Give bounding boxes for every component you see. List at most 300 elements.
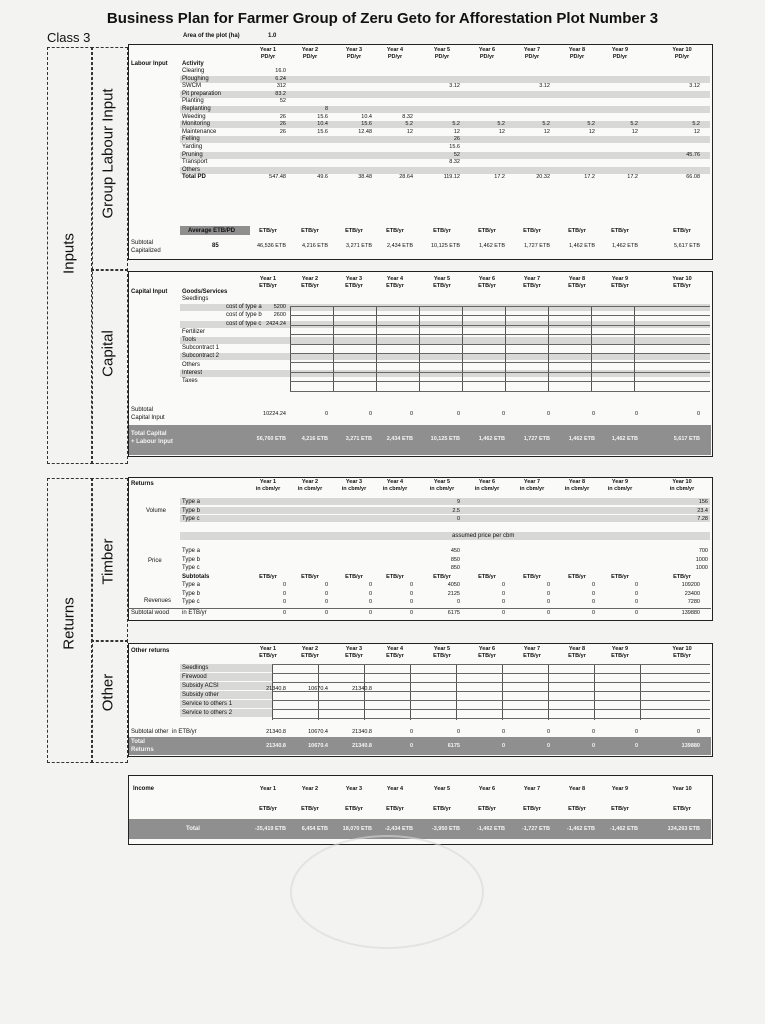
type-label: Type c (182, 599, 200, 605)
document-title: Business Plan for Farmer Group of Zeru Geto for Afforestation Plot Number 3 (106, 10, 659, 27)
cell-value: 1,462 ETB (478, 436, 505, 442)
capital-input-label: Capital Input (131, 415, 165, 421)
cell-value: 139880 (681, 743, 700, 749)
unit-header: PD/yr (387, 54, 403, 60)
cell-value: 0 (282, 582, 286, 588)
cell-value: 0 (501, 729, 505, 735)
grid-line (128, 608, 711, 609)
year-header: Year 10 (672, 276, 692, 282)
unit-header: ETB/yr (611, 228, 629, 234)
cell-value: 0 (546, 743, 550, 749)
grid-line (290, 325, 710, 326)
total-capital-label: Total Capital (131, 431, 167, 437)
unit-header: ETB/yr (345, 806, 363, 812)
year-header: Year 7 (523, 479, 541, 485)
labour-activity: Pit preparation (182, 90, 222, 97)
year-header: Year 4 (386, 479, 404, 485)
cell-value: 2,434 ETB (386, 436, 413, 442)
capital-item: Interest (182, 369, 203, 376)
year-header: Year 6 (478, 47, 496, 53)
year-header: Year 9 (611, 786, 629, 792)
unit-header: ETB/yr (345, 653, 363, 659)
unit-header: ETB/yr (568, 806, 586, 812)
cell-value: 109200 (681, 582, 700, 588)
grid-line (376, 306, 377, 391)
capital-section-label: Capital Input (131, 289, 168, 295)
year-header: Year 4 (386, 646, 404, 652)
labour-activity: Pruning (182, 151, 203, 158)
unit-header: ETB/yr (611, 653, 629, 659)
year-header: Year 2 (301, 47, 319, 53)
returns-label: Returns (131, 481, 154, 487)
unit-header: ETB/yr (433, 228, 451, 234)
subtotals-label: Subtotals (182, 574, 210, 580)
other-returns-label: Other returns (131, 648, 170, 654)
cell-value: 0 (634, 411, 638, 417)
year-header: Year 5 (433, 786, 451, 792)
cell-value: 0 (501, 743, 505, 749)
cell-value: 1,727 ETB (524, 243, 550, 249)
labour-value: 10.4 (361, 113, 372, 120)
grid-line (272, 673, 710, 674)
unit-header: in cbm/yr (382, 486, 408, 492)
labour-value: 547.48 (269, 174, 286, 181)
grid-line (333, 306, 334, 391)
capitalized-label: Capitalized (131, 248, 161, 254)
cell-value: 6,454 ETB (301, 826, 328, 832)
year-header: Year 1 (259, 276, 277, 282)
unit-header: ETB/yr (301, 228, 319, 234)
capital-value: 5200 (273, 304, 286, 311)
total-returns-label: Total (131, 739, 145, 745)
labour-value: 312 (276, 83, 286, 90)
price-y10: 1000 (695, 556, 708, 563)
grid-line (272, 682, 710, 683)
unit-header: ETB/yr (301, 283, 319, 289)
unit-header: ETB/yr (568, 228, 586, 234)
labour-value: 83.2 (275, 90, 286, 97)
year-header: Year 8 (568, 646, 586, 652)
revenues-label: Revenues (144, 598, 172, 604)
type-label: Type b (182, 507, 201, 514)
price-y10: 1000 (695, 565, 708, 571)
volume-y10: 23.4 (697, 507, 708, 514)
year-header: Year 7 (523, 646, 541, 652)
year-header: Year 5 (433, 479, 451, 485)
cell-value: 0 (368, 411, 372, 417)
unit-header: PD/yr (612, 54, 628, 60)
unit-header: ETB/yr (259, 283, 277, 289)
cell-value: 1,462 ETB (569, 243, 595, 249)
year-header: Year 1 (259, 786, 277, 792)
unit-header: ETB/yr (568, 574, 586, 580)
grid-line (272, 709, 710, 710)
cell-value: 21340.8 (266, 743, 286, 749)
unit-header: ETB/yr (386, 283, 404, 289)
group-labour-label: Group Labour Input (99, 88, 117, 219)
unit-header: ETB/yr (433, 806, 451, 812)
volume-y5: 2.5 (452, 507, 460, 514)
income-label: Income (133, 786, 155, 792)
capital-item: Subcontract 1 (182, 345, 220, 352)
labour-value: 12.48 (358, 128, 372, 135)
year-header: Year 7 (523, 47, 541, 53)
cell-value: 0 (546, 590, 550, 597)
grid-line (290, 306, 291, 391)
capital-item: Seedlings (182, 296, 209, 302)
year-header: Year 2 (301, 786, 319, 792)
cell-value: 0 (591, 743, 595, 749)
cell-value: 5,617 ETB (673, 436, 700, 442)
year-header: Year 3 (345, 479, 363, 485)
labour-value: 5.2 (587, 121, 595, 128)
unit-header: ETB/yr (478, 806, 496, 812)
price-y5: 450 (450, 548, 460, 554)
unit-header: PD/yr (479, 54, 495, 60)
goods-header: Goods/Services (182, 289, 228, 295)
cell-value: 0 (324, 590, 328, 597)
unit-header: ETB/yr (673, 806, 691, 812)
subtotal-label: Subtotal (131, 240, 154, 246)
labour-value: 52 (279, 98, 286, 105)
cell-value: 18,070 ETB (342, 826, 372, 832)
cell-value: 0 (546, 729, 550, 735)
cell-value: 0 (546, 599, 550, 605)
year-header: Year 4 (386, 47, 404, 53)
year-header: Year 2 (301, 276, 319, 282)
cell-value: -3,950 ETB (431, 826, 460, 832)
labour-value: 8.32 (402, 113, 413, 120)
year-header: Year 3 (345, 646, 363, 652)
area-value: 1.0 (268, 33, 277, 39)
cell-value: -1,462 ETB (476, 826, 505, 832)
cell-value: 0 (591, 590, 595, 597)
cell-value: 10670.4 (308, 729, 328, 735)
unit-header: ETB/yr (611, 574, 629, 580)
subtotal-other-label: Subtotal other (131, 729, 169, 735)
cell-value: 0 (456, 411, 460, 417)
cell-value: 0 (634, 582, 638, 588)
capital-item: Fertilizer (182, 328, 206, 335)
labour-value: 66.08 (686, 174, 700, 181)
unit-header: PD/yr (346, 54, 362, 60)
grid-line (290, 372, 710, 373)
year-header: Year 8 (568, 276, 586, 282)
unit-header: ETB/yr (673, 228, 691, 234)
cell-value: 2125 (447, 590, 460, 597)
unit-header: ETB/yr (345, 574, 363, 580)
price-y10: 700 (698, 548, 708, 554)
labour-value: 6.24 (275, 75, 286, 82)
unit-header: in cbm/yr (297, 486, 323, 492)
grid-line (462, 306, 463, 391)
labour-activity: SWCM (182, 83, 201, 90)
unit-header: ETB/yr (259, 574, 277, 580)
labour-activity: Transport (182, 159, 208, 166)
grid-line (548, 306, 549, 391)
labour-value: 5.2 (497, 121, 505, 128)
cell-value: -1,462 ETB (609, 826, 638, 832)
labour-activity: Felling (182, 136, 200, 143)
cell-value: 10,125 ETB (430, 436, 460, 442)
year-header: Year 8 (568, 47, 586, 53)
cell-value: -35,419 ETB (254, 826, 286, 832)
total-returns-label2: Returns (131, 747, 154, 753)
volume-y10: 7.28 (697, 516, 708, 522)
assumed-price-label: assumed price per cbm (452, 533, 515, 539)
unit-header: ETB/yr (523, 283, 541, 289)
labour-value: 12 (543, 128, 550, 135)
cell-value: 139880 (681, 610, 700, 616)
cell-value: 10224.24 (263, 411, 286, 417)
cell-value: 0 (324, 599, 328, 605)
unit-header: in cbm/yr (519, 486, 545, 492)
cell-value: 4,216 ETB (301, 436, 328, 442)
returns-label: Returns (60, 597, 78, 650)
cell-value: 0 (368, 610, 372, 616)
cell-value: 3,271 ETB (346, 243, 372, 249)
year-header: Year 1 (259, 47, 277, 53)
cell-value: 0 (501, 590, 505, 597)
unit-header: in cbm/yr (255, 486, 281, 492)
cell-value: 4,216 ETB (302, 243, 328, 249)
cell-value: 5,617 ETB (674, 243, 700, 249)
other-item: Subsidy other (182, 692, 219, 698)
other-item: Firewood (182, 674, 207, 680)
year-header: Year 10 (672, 646, 692, 652)
labour-activity: Others (182, 166, 201, 173)
year-header: Year 3 (345, 276, 363, 282)
timber-label: Timber (99, 538, 117, 585)
labour-value: 26 (279, 121, 286, 128)
unit-header: ETB/yr (259, 806, 277, 812)
grid-line (272, 664, 710, 665)
grid-line (290, 353, 710, 354)
cell-value: 1,462 ETB (612, 243, 638, 249)
capital-item: cost of type c (226, 320, 262, 327)
cell-value: 0 (634, 599, 638, 605)
unit-header: PD/yr (260, 54, 276, 60)
volume-y5: 9 (456, 499, 460, 505)
labour-value: 45.76 (686, 151, 700, 158)
cell-value: 0 (591, 610, 595, 616)
cell-value: 0 (501, 610, 505, 616)
other-label: Other (99, 673, 117, 712)
year-header: Year 5 (433, 276, 451, 282)
year-header: Year 1 (259, 479, 277, 485)
type-label: Type c (182, 516, 200, 522)
cell-value: 0 (501, 411, 505, 417)
volume-y10: 156 (698, 499, 708, 505)
labour-value: 12 (693, 128, 700, 135)
grid-line (505, 306, 506, 391)
capital-item: Tools (182, 337, 197, 343)
grid-line (419, 306, 420, 391)
cell-value: 21340.8 (352, 686, 372, 692)
cell-value: -1,727 ETB (521, 826, 550, 832)
labour-value: 8 (324, 106, 328, 112)
unit-header: ETB/yr (673, 574, 691, 580)
labour-value: 5.2 (405, 121, 413, 128)
labour-value: 15.6 (361, 121, 372, 128)
cell-value: 46,536 ETB (256, 243, 286, 249)
unit-header: ETB/yr (523, 228, 541, 234)
year-header: Year 6 (478, 479, 496, 485)
unit-header: ETB/yr (478, 228, 496, 234)
other-item: Service to others 2 (182, 710, 233, 716)
labour-value: 17.2 (627, 174, 638, 181)
cell-value: 1,727 ETB (523, 436, 550, 442)
capital-item: Others (182, 361, 201, 368)
unit-header: ETB/yr (259, 228, 277, 234)
year-header: Year 3 (345, 786, 363, 792)
unit-header: in cbm/yr (429, 486, 455, 492)
other-item: Service to others 1 (182, 701, 233, 707)
labour-value: 16.0 (275, 68, 286, 74)
shaded-row (180, 353, 710, 360)
cell-value: 21340.8 (266, 686, 286, 692)
grid-line (272, 700, 710, 701)
labour-value: 38.48 (358, 174, 372, 181)
labour-activity: Yarding (182, 144, 203, 150)
income-total-label: Total (186, 826, 200, 832)
unit-header: ETB/yr (386, 574, 404, 580)
labour-value: 12 (498, 128, 505, 135)
capital-item: cost of type b (226, 312, 262, 319)
unit-header: ETB/yr (433, 653, 451, 659)
year-header: Year 7 (523, 786, 541, 792)
subtotal-wood-label: Subtotal wood (131, 610, 170, 616)
class-label: Class 3 (47, 30, 91, 45)
unit-header: ETB/yr (478, 574, 496, 580)
labour-value: 12 (588, 128, 595, 135)
labour-value: 26 (279, 128, 286, 135)
year-header: Year 3 (345, 47, 363, 53)
labour-activity: Clearing (182, 68, 205, 74)
unit-header: ETB/yr (673, 653, 691, 659)
labour-activity: Weeding (182, 113, 206, 120)
unit-header: ETB/yr (568, 283, 586, 289)
type-label: Type b (182, 556, 201, 563)
assumed-band (180, 532, 710, 540)
unit-header: ETB/yr (301, 574, 319, 580)
labour-activity: Planting (182, 98, 204, 105)
cell-value: 0 (634, 590, 638, 597)
labour-value: 26 (279, 113, 286, 120)
cell-value: 0 (456, 599, 460, 605)
year-header: Year 9 (611, 276, 629, 282)
unit-header: ETB/yr (433, 283, 451, 289)
cell-value: 0 (456, 729, 460, 735)
cell-value: 6175 (447, 610, 460, 616)
cell-value: 1,462 ETB (568, 436, 595, 442)
cell-value: 0 (591, 729, 595, 735)
labour-value: 15.6 (449, 144, 460, 150)
price-label: Price (148, 558, 162, 564)
cell-value: 0 (696, 729, 700, 735)
capital-item: Subcontract 2 (182, 353, 220, 360)
labour-section-label: Labour Input (131, 61, 168, 67)
labour-value: 119.12 (443, 174, 460, 181)
cell-value: 0 (409, 610, 413, 616)
avg-value: 85 (212, 243, 219, 249)
cell-value: 10670.4 (308, 743, 328, 749)
cell-value: 0 (368, 590, 372, 597)
unit-header: ETB/yr (259, 653, 277, 659)
year-header: Year 10 (672, 479, 692, 485)
unit-header: ETB/yr (523, 653, 541, 659)
year-header: Year 10 (672, 786, 692, 792)
year-header: Year 6 (478, 786, 496, 792)
cell-value: 0 (634, 729, 638, 735)
cell-value: -1,462 ETB (566, 826, 595, 832)
capital-value: 2424.24 (266, 320, 286, 327)
type-label: Type a (182, 499, 201, 505)
cell-value: 1,462 ETB (479, 243, 505, 249)
cell-value: 21340.8 (352, 743, 372, 749)
unit-header: ETB/yr (673, 283, 691, 289)
grid-line (290, 362, 710, 363)
unit-header: ETB/yr (568, 653, 586, 659)
cell-value: 0 (591, 411, 595, 417)
cell-value: 3,271 ETB (345, 436, 372, 442)
labour-value: 8.32 (449, 159, 460, 166)
year-header: Year 8 (568, 479, 586, 485)
capital-item: Taxes (182, 378, 198, 384)
unit-header: ETB/yr (523, 806, 541, 812)
unit-header: ETB/yr (345, 228, 363, 234)
cell-value: 21340.8 (352, 729, 372, 735)
cell-value: 0 (546, 610, 550, 616)
cell-value: 0 (409, 590, 413, 597)
unit-header: PD/yr (524, 54, 540, 60)
cell-value: 0 (282, 610, 286, 616)
labour-value: 15.6 (317, 113, 328, 120)
grid-line (290, 381, 710, 382)
cell-value: 0 (501, 599, 505, 605)
unit-header: in cbm/yr (474, 486, 500, 492)
shaded-row (180, 106, 710, 113)
year-header: Year 9 (611, 47, 629, 53)
cell-value: 10670.4 (308, 686, 328, 692)
total-capital-label2: + Labour Input (131, 439, 173, 445)
year-header: Year 8 (568, 786, 586, 792)
cell-value: 7280 (687, 599, 700, 605)
unit-header: ETB/yr (386, 806, 404, 812)
cell-value: 0 (282, 599, 286, 605)
cell-value: 0 (409, 582, 413, 588)
year-header: Year 6 (478, 646, 496, 652)
cell-value: 1,462 ETB (611, 436, 638, 442)
official-stamp (290, 835, 484, 949)
subtotal-wood-unit: in ETB/yr (182, 610, 207, 616)
labour-value: 3.12 (449, 83, 460, 90)
labour-activity: Maintenance (182, 128, 217, 135)
capital-label: Capital (99, 330, 117, 377)
labour-value: 5.2 (452, 121, 460, 128)
unit-header: ETB/yr (301, 653, 319, 659)
unit-header: PD/yr (569, 54, 585, 60)
year-header: Year 2 (301, 479, 319, 485)
unit-header: ETB/yr (386, 653, 404, 659)
volume-label: Volume (146, 508, 167, 514)
other-item: Subsidy ACSI (182, 683, 219, 689)
unit-header: ETB/yr (433, 574, 451, 580)
grid-line (290, 344, 710, 345)
year-header: Year 4 (386, 276, 404, 282)
labour-value: 5.2 (542, 121, 550, 128)
subtotal-other-unit: in ETB/yr (172, 729, 197, 735)
